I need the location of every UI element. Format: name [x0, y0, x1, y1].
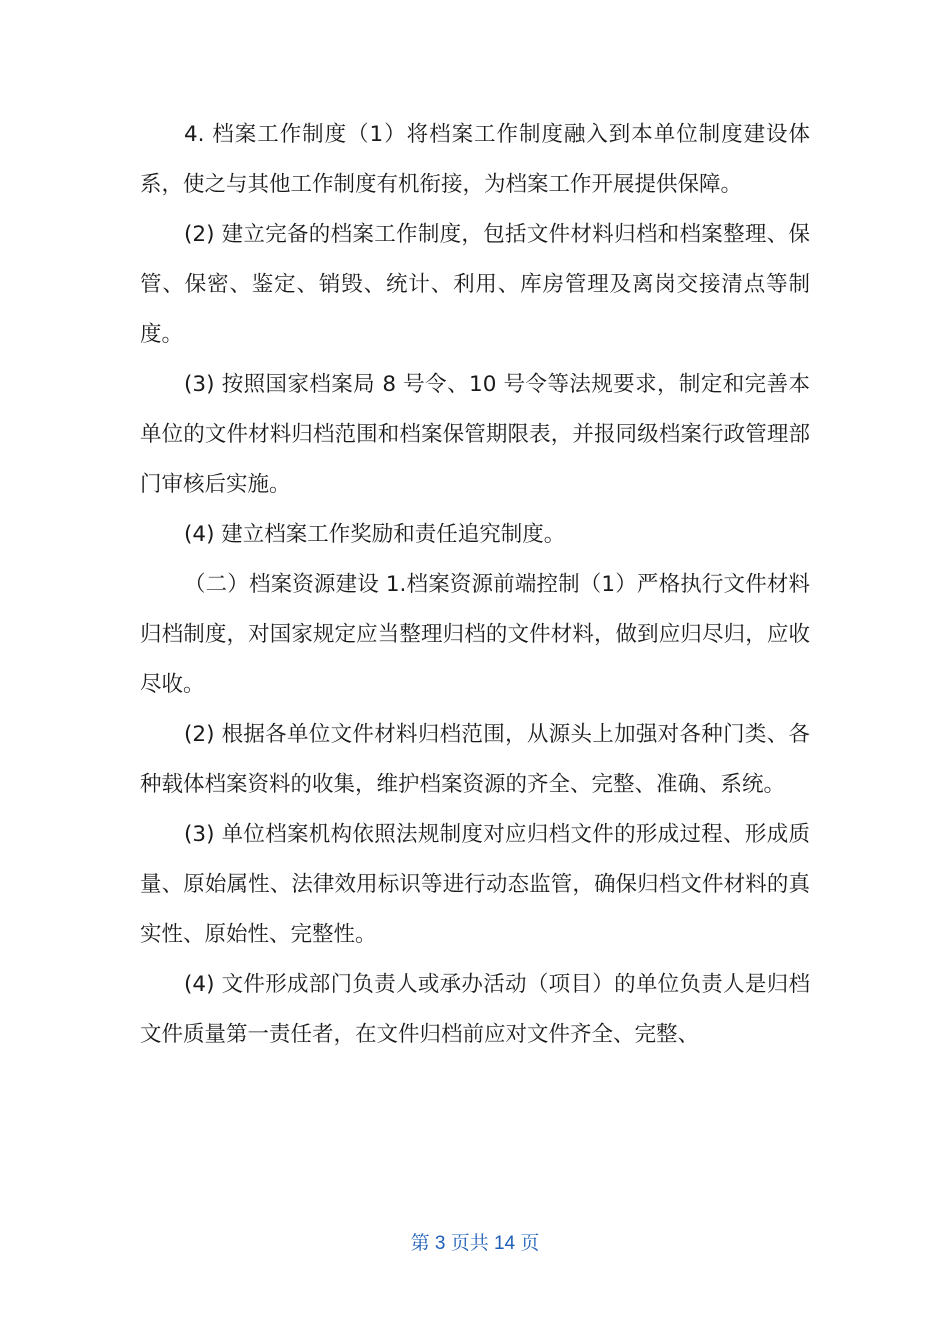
page-number-footer: 第 3 页共 14 页 [410, 1233, 540, 1254]
paragraph-7: (3) 单位档案机构依照法规制度对应归档文件的形成过程、形成质量、原始属性、法律效用标识等进行动态监管，确保归档文件材料的真实性、原始性、完整性。 [140, 822, 810, 947]
paragraph-6: (2) 根据各单位文件材料归档范围，从源头上加强对各种门类、各种载体档案资料的收集，维护档案资源的齐全、完整、准确、系统。 [140, 722, 810, 797]
document-body [140, 110, 810, 1060]
paragraph-8: (4) 文件形成部门负责人或承办活动（项目）的单位负责人是归档文件质量第一责任者，在文件归档前应对文件齐全、完整、 [140, 972, 810, 1047]
paragraph-4: (4) 建立档案工作奖励和责任追究制度。 [184, 522, 566, 547]
paragraph-3: (3) 按照国家档案局 8 号令、10 号令等法规要求，制定和完善本单位的文件材料归档范围和档案保管期限表，并报同级档案行政管理部门审核后实施。 [140, 372, 810, 497]
paragraph-2: (2) 建立完备的档案工作制度，包括文件材料归档和档案整理、保管、保密、鉴定、销毁、统计、利用、库房管理及离岗交接清点等制度。 [140, 222, 810, 347]
paragraph-5: （二）档案资源建设 1.档案资源前端控制（1）严格执行文件材料归档制度，对国家规定应当整理归档的文件材料，做到应归尽归，应收尽收。 [140, 572, 810, 697]
paragraph-1: 4. 档案工作制度（1）将档案工作制度融入到本单位制度建设体系，使之与其他工作制度有机衔接，为档案工作开展提供保障。 [140, 122, 810, 197]
